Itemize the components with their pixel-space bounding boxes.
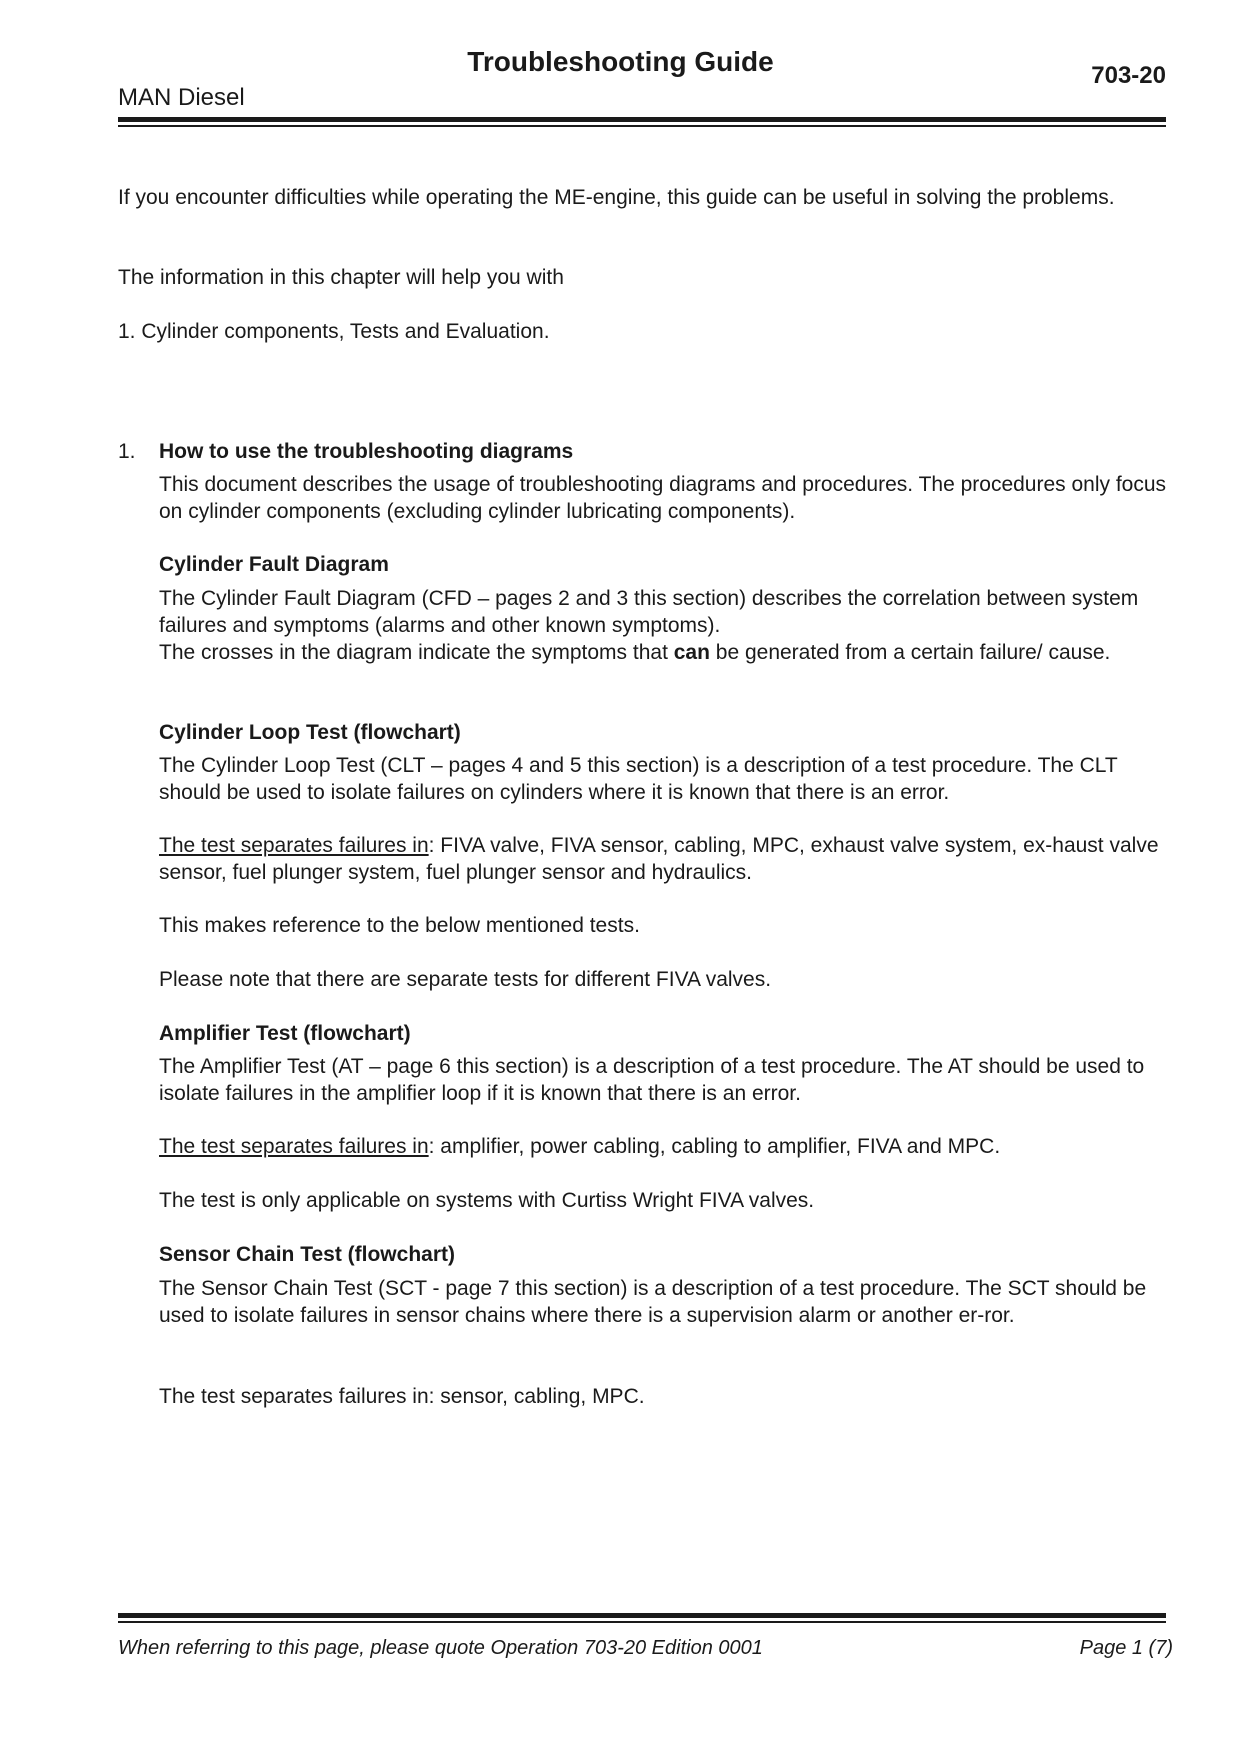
intro-paragraph: If you encounter difficulties while operating the ME-engine, this guide can be useful in solving the problems.	[118, 186, 1115, 209]
cfd-crosses-text-c: be generated from a certain failure/ cause.	[709, 641, 1111, 664]
section-intro: This document describes the usage of troubleshooting diagrams and procedures. The procedures only focus on cylinder components (excluding cylinder lubricating components).	[159, 473, 1167, 523]
footer-reference: When referring to this page, please quote Operation 703-20 Edition 0001	[118, 1637, 763, 1659]
page-title: Troubleshooting Guide	[467, 46, 774, 77]
clt-heading: Cylinder Loop Test (flowchart)	[159, 721, 461, 744]
cfd-crosses-text-a: The crosses in the diagram indicate the symptoms that	[159, 641, 674, 664]
section-heading: How to use the troubleshooting diagrams	[159, 440, 574, 463]
document-number: 703-20	[1091, 62, 1166, 89]
sct-heading: Sensor Chain Test (flowchart)	[159, 1243, 455, 1266]
at-separates-text: : amplifier, power cabling, cabling to amplifier, FIVA and MPC.	[428, 1135, 1001, 1158]
clt-note-paragraph: Please note that there are separate tests for different FIVA valves.	[159, 968, 772, 991]
intro-lead: The information in this chapter will help you with	[118, 266, 564, 289]
at-separates-label: The test separates failures in	[159, 1135, 429, 1158]
page-number: Page 1 (7)	[1079, 1637, 1173, 1659]
clt-separates-text: : FIVA valve, FIVA sensor, cabling, MPC, exhaust valve system, ex-haust valve sensor, fuel plunger system, fuel plunger sensor and hydraulics.	[159, 834, 1159, 884]
sct-paragraph: The Sensor Chain Test (SCT - page 7 this section) is a description of a test procedure. The SCT should be used to isolate failures in sensor chains where there is a supervision alarm or another er-ror.	[159, 1277, 1147, 1327]
cfd-crosses-paragraph	[159, 639, 1174, 666]
cfd-emphasis-can: can	[673, 641, 710, 664]
clt-reference-paragraph: This makes reference to the below mentioned tests.	[159, 914, 640, 937]
intro-list-item: 1. Cylinder components, Tests and Evaluation.	[118, 320, 550, 343]
section-number: 1.	[118, 440, 136, 463]
at-applicability-paragraph: The test is only applicable on systems with Curtiss Wright FIVA valves.	[159, 1189, 815, 1212]
header-rule-thin	[118, 125, 1166, 127]
clt-separates-label: The test separates failures in	[159, 834, 429, 857]
header-rule-thick	[118, 117, 1166, 122]
sct-separates-paragraph: The test separates failures in: sensor, cabling, MPC.	[159, 1385, 645, 1408]
footer-rule-thick	[118, 1613, 1166, 1618]
clt-paragraph: The Cylinder Loop Test (CLT – pages 4 and 5 this section) is a description of a test procedure. The CLT should be used to isolate failures on cylinders where it is known that there is an error.	[159, 754, 1118, 804]
company-name: MAN Diesel	[118, 84, 245, 111]
at-paragraph: The Amplifier Test (AT – page 6 this section) is a description of a test procedure. The AT should be used to isolate failures in the amplifier loop if it is known that there is an error.	[159, 1055, 1145, 1105]
cfd-paragraph: The Cylinder Fault Diagram (CFD – pages 2 and 3 this section) describes the correlation between system failures and symptoms (alarms and other known symptoms).	[159, 587, 1139, 637]
at-heading: Amplifier Test (flowchart)	[159, 1022, 411, 1045]
cfd-heading: Cylinder Fault Diagram	[159, 553, 389, 576]
at-separates-paragraph	[159, 1133, 1174, 1160]
footer-rule-thin	[118, 1621, 1166, 1623]
clt-separates-paragraph	[159, 832, 1174, 886]
